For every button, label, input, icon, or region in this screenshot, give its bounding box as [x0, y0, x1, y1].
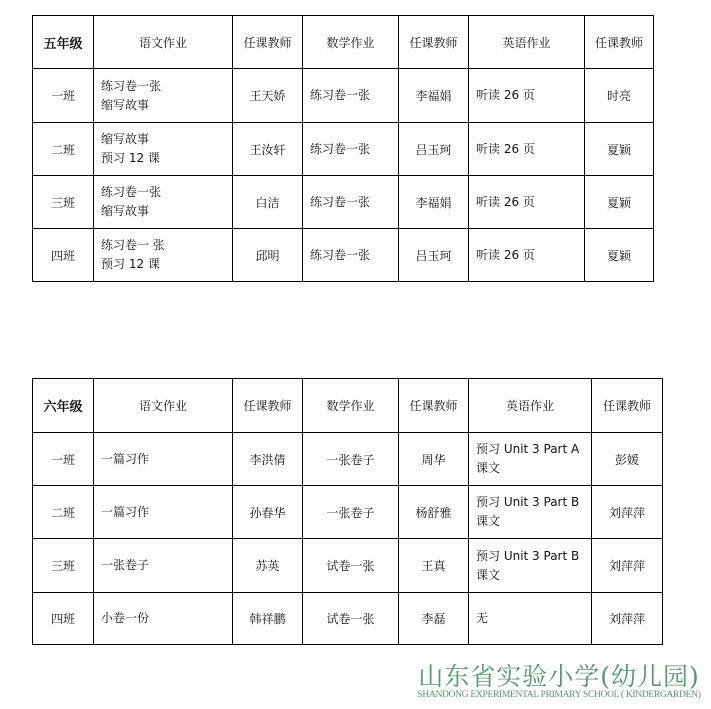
english-homework: 预习 Unit 3 Part B 课文 — [469, 486, 592, 539]
class-name: 一班 — [33, 69, 94, 123]
math-teacher: 李磊 — [399, 593, 469, 645]
table-row — [33, 593, 663, 645]
math-homework: 练习卷一张 — [303, 69, 399, 123]
table-row — [33, 176, 654, 229]
grade-label: 六年级 — [33, 379, 94, 433]
school-name-english: SHANDONG EXPERIMENTAL PRIMARY SCHOOL ( KINDERGARDEN) — [417, 690, 701, 700]
header-row — [33, 379, 663, 433]
math-teacher: 吕玉珂 — [399, 229, 469, 282]
english-homework: 无 — [469, 593, 592, 645]
table-row — [33, 539, 663, 593]
table-row — [33, 123, 654, 176]
math-homework: 练习卷一张 — [303, 229, 399, 282]
class-name: 二班 — [33, 486, 94, 539]
chinese-teacher: 孙春华 — [233, 486, 303, 539]
math-teacher: 周华 — [399, 433, 469, 486]
table-row — [33, 433, 663, 486]
english-homework: 预习 Unit 3 Part B 课文 — [469, 539, 592, 593]
header-english-teacher: 任课教师 — [585, 16, 654, 69]
header-chinese-teacher: 任课教师 — [233, 379, 303, 433]
class-name: 一班 — [33, 433, 94, 486]
class-name: 四班 — [33, 229, 94, 282]
header-chinese: 语文作业 — [94, 379, 233, 433]
english-teacher: 夏颖 — [585, 123, 654, 176]
table-row — [33, 486, 663, 539]
class-name: 三班 — [33, 539, 94, 593]
math-teacher: 李福娟 — [399, 69, 469, 123]
grade5-homework-table — [32, 15, 654, 282]
english-homework: 听读 26 页 — [469, 123, 585, 176]
english-teacher: 夏颖 — [585, 229, 654, 282]
chinese-homework: 小卷一份 — [94, 593, 233, 645]
header-chinese-teacher: 任课教师 — [233, 16, 303, 69]
header-english-teacher: 任课教师 — [592, 379, 663, 433]
chinese-homework: 练习卷一 张 预习 12 课 — [94, 229, 233, 282]
english-homework: 预习 Unit 3 Part A 课文 — [469, 433, 592, 486]
header-english: 英语作业 — [469, 379, 592, 433]
chinese-teacher: 白洁 — [233, 176, 303, 229]
school-watermark — [411, 657, 707, 705]
header-row — [33, 16, 654, 69]
math-teacher: 王真 — [399, 539, 469, 593]
math-homework: 练习卷一张 — [303, 123, 399, 176]
english-teacher: 刘萍萍 — [592, 593, 663, 645]
english-teacher: 夏颖 — [585, 176, 654, 229]
english-homework: 听读 26 页 — [469, 229, 585, 282]
math-homework: 试卷一张 — [303, 539, 399, 593]
class-name: 四班 — [33, 593, 94, 645]
chinese-teacher: 邱明 — [233, 229, 303, 282]
english-teacher: 彭媛 — [592, 433, 663, 486]
chinese-teacher: 李洪倩 — [233, 433, 303, 486]
grade6-homework-table — [32, 378, 663, 645]
header-english: 英语作业 — [469, 16, 585, 69]
math-teacher: 李福娟 — [399, 176, 469, 229]
chinese-homework: 缩写故事 预习 12 课 — [94, 123, 233, 176]
english-teacher: 刘萍萍 — [592, 539, 663, 593]
header-math-teacher: 任课教师 — [399, 16, 469, 69]
header-chinese: 语文作业 — [94, 16, 233, 69]
chinese-homework: 练习卷一张 缩写故事 — [94, 69, 233, 123]
school-name-chinese: 山东省实验小学(幼儿园) — [418, 662, 700, 691]
chinese-teacher: 苏英 — [233, 539, 303, 593]
chinese-teacher: 王汝轩 — [233, 123, 303, 176]
math-homework: 练习卷一张 — [303, 176, 399, 229]
english-teacher: 刘萍萍 — [592, 486, 663, 539]
grade-label: 五年级 — [33, 16, 94, 69]
math-teacher: 吕玉珂 — [399, 123, 469, 176]
class-name: 三班 — [33, 176, 94, 229]
math-homework: 一张卷子 — [303, 486, 399, 539]
table-row — [33, 229, 654, 282]
chinese-teacher: 王天娇 — [233, 69, 303, 123]
english-homework: 听读 26 页 — [469, 176, 585, 229]
header-math-teacher: 任课教师 — [399, 379, 469, 433]
class-name: 二班 — [33, 123, 94, 176]
header-math: 数学作业 — [303, 379, 399, 433]
math-homework: 试卷一张 — [303, 593, 399, 645]
math-homework: 一张卷子 — [303, 433, 399, 486]
table-row — [33, 69, 654, 123]
english-teacher: 时亮 — [585, 69, 654, 123]
chinese-homework: 练习卷一张 缩写故事 — [94, 176, 233, 229]
english-homework: 听读 26 页 — [469, 69, 585, 123]
chinese-teacher: 韩祥鹏 — [233, 593, 303, 645]
chinese-homework: 一张卷子 — [94, 539, 233, 593]
header-math: 数学作业 — [303, 16, 399, 69]
math-teacher: 杨舒雅 — [399, 486, 469, 539]
chinese-homework: 一篇习作 — [94, 433, 233, 486]
chinese-homework: 一篇习作 — [94, 486, 233, 539]
